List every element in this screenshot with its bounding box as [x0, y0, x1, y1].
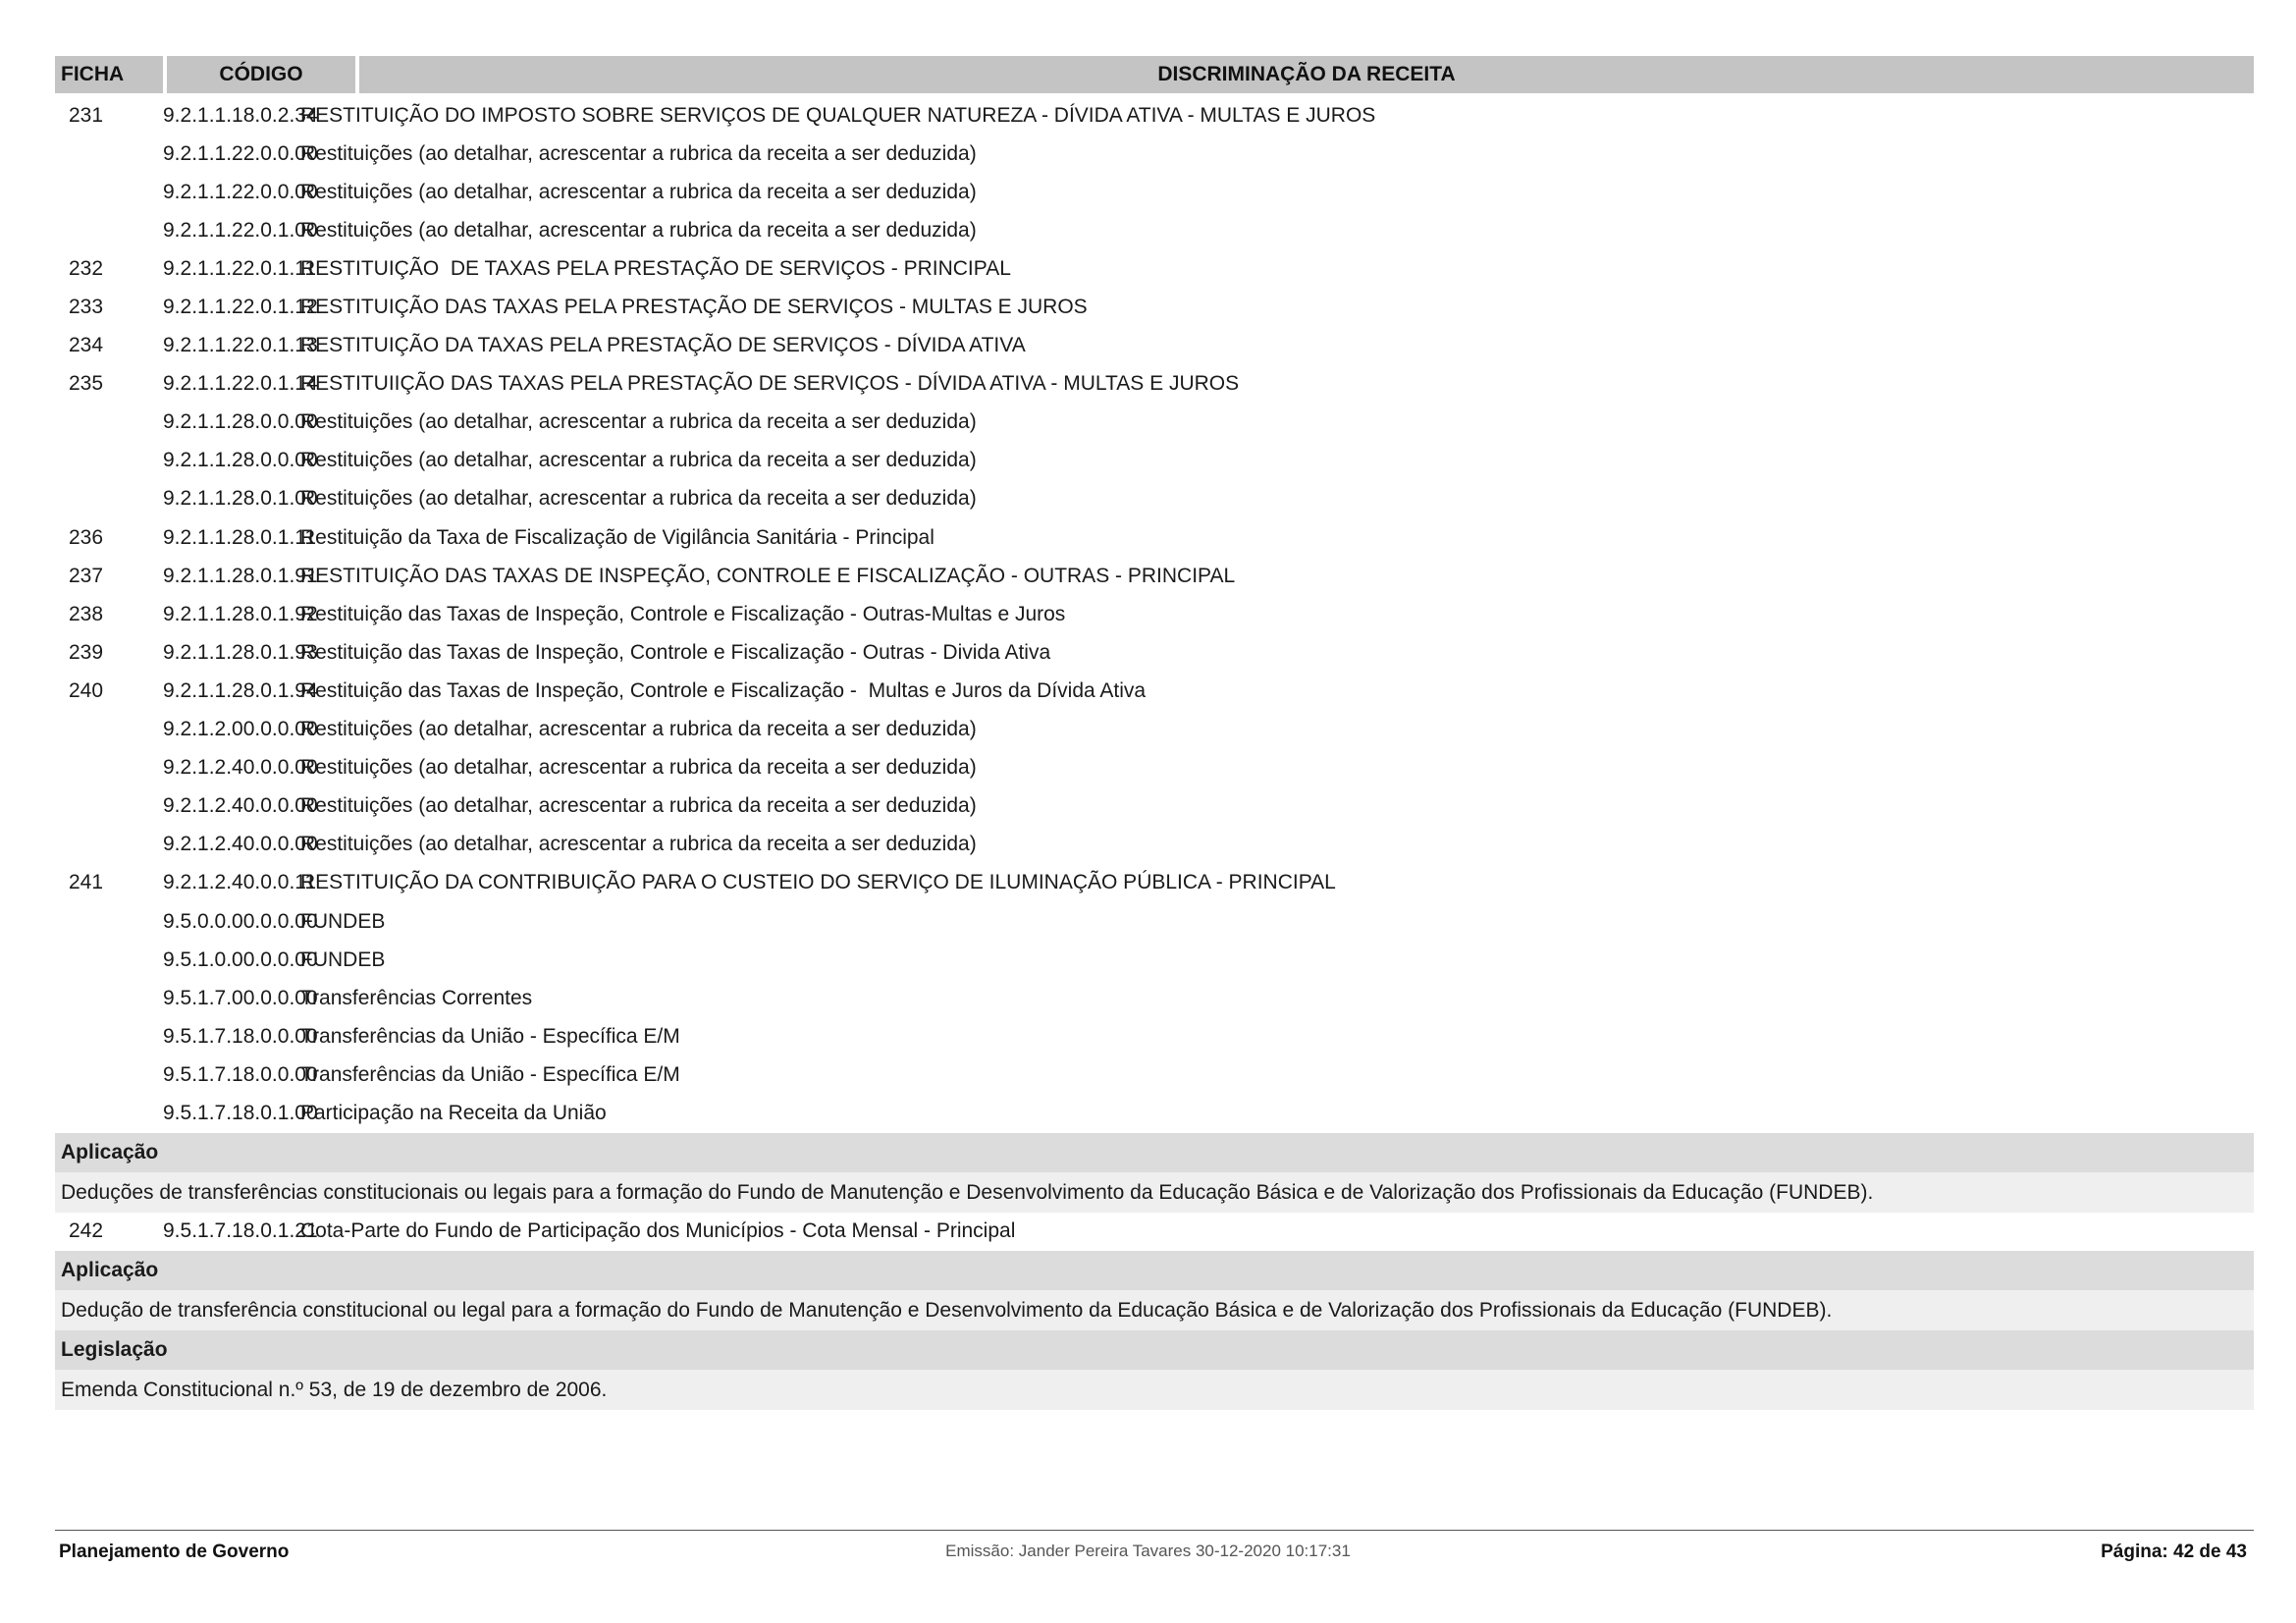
- descricao-cell: Restituições (ao detalhar, acrescentar a rubrica da receita a ser deduzida): [300, 410, 977, 434]
- codigo-cell: 9.2.1.1.22.0.1.13: [163, 334, 318, 357]
- codigo-cell: 9.2.1.1.22.0.0.00: [163, 141, 318, 165]
- table-row: [55, 135, 2254, 173]
- ficha-cell: 234: [69, 334, 104, 357]
- ficha-cell: 236: [69, 525, 104, 549]
- descricao-cell: Restituição das Taxas de Inspeção, Controle e Fiscalização - Outras-Multas e Juros: [300, 602, 1066, 625]
- ficha-cell: 237: [69, 564, 104, 587]
- table-row: [55, 787, 2254, 826]
- table-row: [55, 711, 2254, 749]
- descricao-cell: RESTITUIÇÃO DA TAXAS PELA PRESTAÇÃO DE SERVIÇOS - DÍVIDA ATIVA: [300, 334, 1026, 357]
- codigo-cell: 9.2.1.1.22.0.1.14: [163, 372, 318, 396]
- table-row: [55, 327, 2254, 365]
- ficha-cell: 232: [69, 256, 104, 280]
- table-row-242: [55, 1213, 2254, 1251]
- aplicacao-text-1: Deduções de transferências constitucionais ou legais para a formação do Fundo de Manutenção e Desenvolvimento da Educação Básica e de Valorização dos Profissionais da Educação (FUNDEB).: [55, 1172, 2254, 1213]
- table-header: [55, 56, 2254, 93]
- codigo-cell: 9.5.1.7.18.0.1.00: [163, 1101, 318, 1124]
- descricao-cell: RESTITUIÇÃO DE TAXAS PELA PRESTAÇÃO DE SERVIÇOS - PRINCIPAL: [300, 256, 1011, 280]
- table-row: [55, 288, 2254, 326]
- aplicacao-label-2: Aplicação: [55, 1251, 2254, 1290]
- descricao-cell: FUNDEB: [300, 947, 386, 971]
- header-ficha: FICHA: [55, 56, 163, 93]
- table-row: [55, 518, 2254, 557]
- ficha-cell: 241: [69, 871, 104, 894]
- descricao-cell: Restituições (ao detalhar, acrescentar a rubrica da receita a ser deduzida): [300, 449, 977, 472]
- descricao-cell: Restituições (ao detalhar, acrescentar a rubrica da receita a ser deduzida): [300, 180, 977, 203]
- legislacao-text: Emenda Constitucional n.º 53, de 19 de dezembro de 2006.: [55, 1370, 2254, 1410]
- codigo-cell: 9.2.1.1.22.0.1.12: [163, 296, 318, 319]
- table-row: [55, 442, 2254, 480]
- descricao-cell: Restituições (ao detalhar, acrescentar a rubrica da receita a ser deduzida): [300, 833, 977, 856]
- table-row: [55, 595, 2254, 633]
- descricao-cell: RESTITUIIÇÃO DAS TAXAS PELA PRESTAÇÃO DE SERVIÇOS - DÍVIDA ATIVA - MULTAS E JUROS: [300, 372, 1240, 396]
- descricao-cell: FUNDEB: [300, 909, 386, 933]
- descricao-cell: Transferências da União - Específica E/M: [300, 1024, 680, 1048]
- header-codigo: CÓDIGO: [167, 56, 355, 93]
- descricao-cell: RESTITUIÇÃO DO IMPOSTO SOBRE SERVIÇOS DE QUALQUER NATUREZA - DÍVIDA ATIVA - MULTAS E JUROS: [300, 103, 1376, 127]
- table-row: [55, 557, 2254, 595]
- descricao-cell: Restituições (ao detalhar, acrescentar a rubrica da receita a ser deduzida): [300, 141, 977, 165]
- revenue-rows: [55, 96, 2254, 1133]
- descricao-cell: Restituições (ao detalhar, acrescentar a rubrica da receita a ser deduzida): [300, 487, 977, 511]
- descricao-cell: RESTITUIÇÃO DAS TAXAS PELA PRESTAÇÃO DE SERVIÇOS - MULTAS E JUROS: [300, 296, 1088, 319]
- codigo-cell: 9.5.1.7.18.0.0.00: [163, 1062, 318, 1086]
- ficha-cell: 239: [69, 640, 104, 664]
- codigo-cell: 9.2.1.2.40.0.0.00: [163, 833, 318, 856]
- codigo-cell: 9.2.1.2.40.0.0.00: [163, 756, 318, 780]
- table-row: [55, 633, 2254, 672]
- codigo-cell: 9.2.1.1.28.0.1.93: [163, 640, 318, 664]
- table-row: [55, 1017, 2254, 1055]
- descricao-cell: Cota-Parte do Fundo de Participação dos Municípios - Cota Mensal - Principal: [300, 1219, 1016, 1243]
- descricao-cell: RESTITUIÇÃO DAS TAXAS DE INSPEÇÃO, CONTROLE E FISCALIZAÇÃO - OUTRAS - PRINCIPAL: [300, 564, 1236, 587]
- table-row: [55, 173, 2254, 211]
- table-row: [55, 979, 2254, 1017]
- codigo-cell: 9.2.1.1.22.0.1.11: [163, 256, 317, 280]
- table-row: [55, 1055, 2254, 1094]
- codigo-cell: 9.2.1.1.28.0.0.00: [163, 449, 318, 472]
- aplicacao-text-2: Dedução de transferência constitucional ou legal para a formação do Fundo de Manutenção e Desenvolvimento da Educação Básica e de Valorização dos Profissionais da Educação (FUNDEB).: [55, 1290, 2254, 1330]
- descricao-cell: Restituições (ao detalhar, acrescentar a rubrica da receita a ser deduzida): [300, 218, 977, 242]
- codigo-cell: 9.2.1.2.00.0.0.00: [163, 718, 318, 741]
- table-row: [55, 211, 2254, 249]
- codigo-cell: 9.5.1.0.00.0.0.00: [163, 947, 318, 971]
- descricao-cell: Restituições (ao detalhar, acrescentar a rubrica da receita a ser deduzida): [300, 794, 977, 818]
- table-row: [55, 480, 2254, 518]
- codigo-cell: 9.2.1.2.40.0.0.00: [163, 794, 318, 818]
- codigo-cell: 9.2.1.1.28.0.1.00: [163, 487, 318, 511]
- ficha-cell: 231: [69, 103, 104, 127]
- codigo-cell: 9.2.1.1.28.0.1.91: [163, 564, 318, 587]
- descricao-cell: Restituição da Taxa de Fiscalização de Vigilância Sanitária - Principal: [300, 525, 934, 549]
- codigo-cell: 9.2.1.1.28.0.1.92: [163, 602, 318, 625]
- footer-department: Planejamento de Governo: [59, 1542, 290, 1562]
- descricao-cell: Transferências da União - Específica E/M: [300, 1062, 680, 1086]
- codigo-cell: 9.2.1.1.28.0.1.11: [163, 525, 317, 549]
- codigo-cell: 9.2.1.1.28.0.0.00: [163, 410, 318, 434]
- table-row: [55, 672, 2254, 710]
- ficha-cell: 235: [69, 372, 104, 396]
- table-row: [55, 365, 2254, 404]
- descricao-cell: Restituições (ao detalhar, acrescentar a rubrica da receita a ser deduzida): [300, 756, 977, 780]
- descricao-cell: Restituição das Taxas de Inspeção, Controle e Fiscalização - Outras - Divida Ativa: [300, 640, 1051, 664]
- codigo-cell: 9.2.1.1.22.0.1.00: [163, 218, 318, 242]
- table-row: [55, 404, 2254, 442]
- descricao-cell: RESTITUIÇÃO DA CONTRIBUIÇÃO PARA O CUSTEIO DO SERVIÇO DE ILUMINAÇÃO PÚBLICA - PRINCIPAL: [300, 871, 1336, 894]
- ficha-cell: 242: [69, 1219, 104, 1243]
- aplicacao-label-1: Aplicação: [55, 1133, 2254, 1172]
- codigo-cell: 9.2.1.1.28.0.1.94: [163, 678, 318, 702]
- table-row: [55, 96, 2254, 135]
- ficha-cell: 238: [69, 602, 104, 625]
- descricao-cell: Restituições (ao detalhar, acrescentar a rubrica da receita a ser deduzida): [300, 718, 977, 741]
- ficha-cell: 233: [69, 296, 104, 319]
- codigo-cell: 9.2.1.1.18.0.2.34: [163, 103, 318, 127]
- table-row: [55, 1094, 2254, 1132]
- descricao-cell: Restituição das Taxas de Inspeção, Controle e Fiscalização - Multas e Juros da Dívida Ativa: [300, 678, 1147, 702]
- table-row: [55, 826, 2254, 864]
- descricao-cell: Transferências Correntes: [300, 986, 533, 1009]
- descricao-cell: Participação na Receita da União: [300, 1101, 607, 1124]
- footer-emission: Emissão: Jander Pereira Tavares 30-12-2020 10:17:31: [945, 1542, 1351, 1560]
- footer-divider: [55, 1530, 2254, 1531]
- codigo-cell: 9.5.1.7.00.0.0.00: [163, 986, 318, 1009]
- table-row: [55, 941, 2254, 979]
- footer-page-number: Página: 42 de 43: [2101, 1542, 2247, 1562]
- codigo-cell: 9.5.1.7.18.0.0.00: [163, 1024, 318, 1048]
- table-row: [55, 249, 2254, 288]
- codigo-cell: 9.5.0.0.00.0.0.00: [163, 909, 318, 933]
- table-row: [55, 902, 2254, 941]
- header-descricao: DISCRIMINAÇÃO DA RECEITA: [359, 56, 2254, 93]
- codigo-cell: 9.5.1.7.18.0.1.21: [163, 1219, 318, 1243]
- ficha-cell: 240: [69, 678, 104, 702]
- table-row: [55, 749, 2254, 787]
- table-body: [55, 96, 2254, 1410]
- table-row: [55, 864, 2254, 902]
- codigo-cell: 9.2.1.1.22.0.0.00: [163, 180, 318, 203]
- codigo-cell: 9.2.1.2.40.0.0.11: [163, 871, 317, 894]
- legislacao-label: Legislação: [55, 1330, 2254, 1370]
